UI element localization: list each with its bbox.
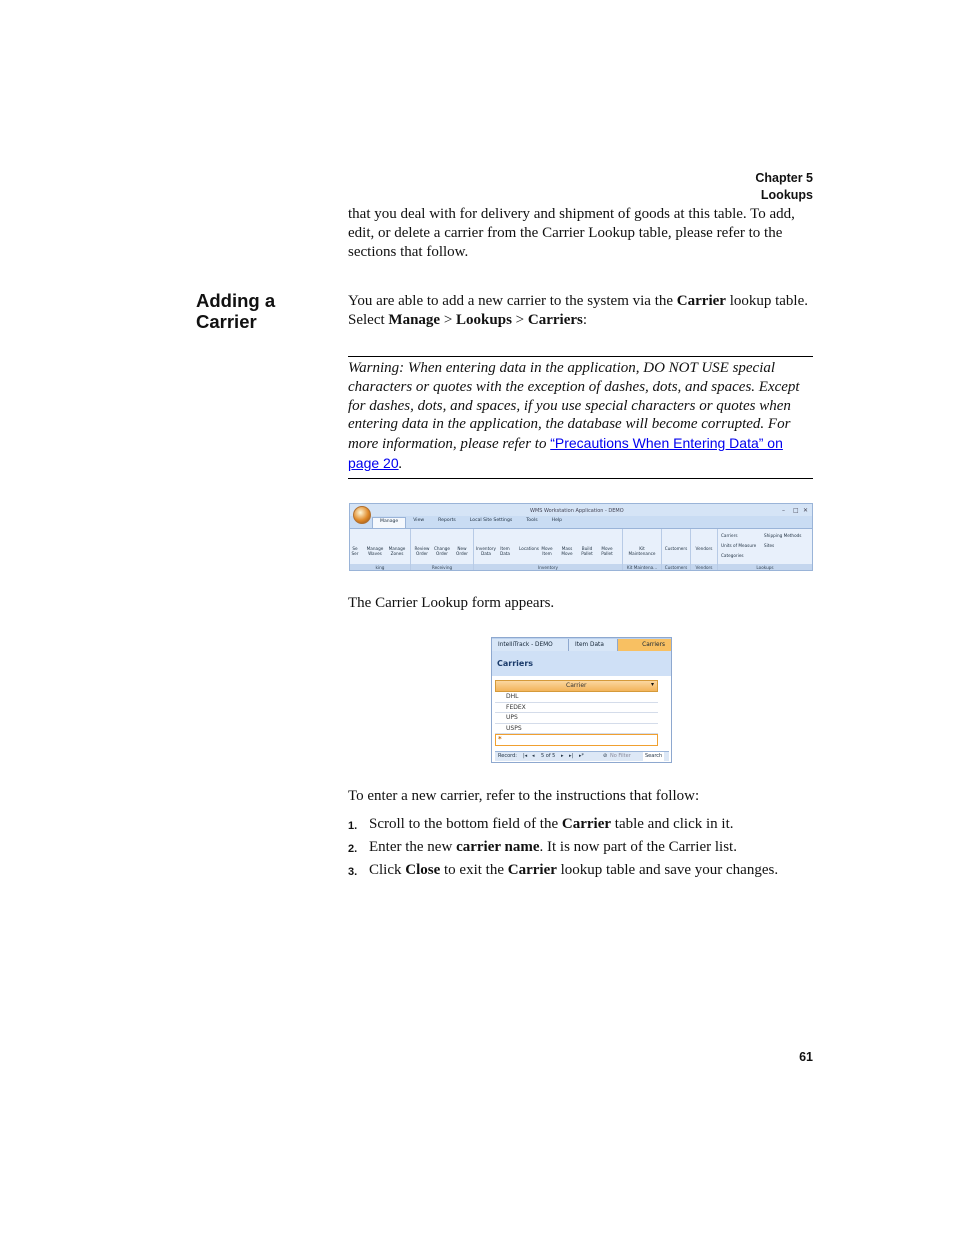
ribbon-button[interactable]: Customers [664,546,688,551]
doc-tab-carriers[interactable]: Carriers [618,639,672,651]
section-heading: Adding a Carrier [196,290,276,332]
ribbon-screenshot [349,503,813,571]
steps-list [348,815,818,884]
last-record-icon[interactable]: ▸| [569,753,574,759]
tab-manage[interactable]: Manage [372,517,406,529]
record-label: Record: [498,753,517,759]
running-header [755,170,813,204]
ribbon-button[interactable]: Manage Waves [366,546,384,556]
section-paragraph: You are able to add a new carrier to the system via the Carrier lookup table. Select Manage > Lookups > Carriers: [348,293,809,328]
ribbon-button[interactable]: Build Pallet [581,546,593,556]
filter-icon[interactable]: ⊘ [603,753,608,759]
group-kit-maintenance: Kit Maintenance Kit Maintena... [623,529,662,571]
form-title: Carriers [497,659,534,668]
new-record-icon[interactable]: ▸* [579,753,585,759]
ribbon-button[interactable]: Se Ser [351,546,359,556]
group-picking: Se Ser Manage Waves Manage Zones king [350,529,411,571]
ribbon-button[interactable]: Move Item [541,546,553,556]
list-item: 1. Scroll to the bottom field of the Carrier table and click in it. [348,816,734,832]
tab-view[interactable]: View [413,518,425,523]
warning-box: Warning: When entering data in the application, DO NOT USE special characters or quotes with the exception of dashes, dots, and spaces. Except for dashes, dots, and spaces, if you use special characters or quotes when entering data in the application, the database will become corrupted. For more information, please refer to “Precautions When Entering Data” on page 20. [348,356,813,479]
window-title: WMS Workstation Application - DEMO [530,508,624,514]
lookup-categories[interactable]: Categories [721,553,744,558]
next-record-icon[interactable]: ▸ [561,753,564,759]
table-row[interactable]: FEDEX [495,703,658,714]
new-record-row[interactable] [495,734,658,746]
intro-paragraph: that you deal with for delivery and shipment of goods at this table. To add, edit, or delete a carrier from the Carrier Lookup table, please refer to the sections that follow. [348,206,795,260]
doc-tab-item-data[interactable]: Item Data [569,639,618,651]
office-orb-icon[interactable] [353,506,371,524]
search-field[interactable]: Search [645,753,663,759]
document-tabs [492,638,671,651]
doc-tab-intellitrack[interactable]: IntelliTrack - DEMO [492,639,569,651]
warning-text: Warning: When entering data in the application, DO NOT USE special characters or quotes with the exception of dashes, dots, and spaces. Except for dashes, dots, and spaces, if you use special characters or quotes when entering data in the application, the database will become corrupted. For more information, please refer to [348,360,800,453]
first-record-icon[interactable]: |◂ [523,753,528,759]
ribbon-button[interactable]: Vendors [695,546,713,551]
tab-tools[interactable]: Tools [526,518,538,523]
ribbon-button[interactable]: Review Order [414,546,430,556]
table-row[interactable]: DHL [495,692,658,703]
page-number: 61 [799,1050,813,1064]
no-filter-button[interactable]: No Filter [610,753,631,759]
tab-help[interactable]: Help [551,518,563,523]
ribbon-button[interactable]: New Order [456,546,468,556]
section-label: Lookups [760,188,813,202]
list-item: 3. Click Close to exit the Carrier lookup table and save your changes. [348,862,779,878]
ribbon-button[interactable]: Inventory Data [475,546,496,556]
steps-intro: To enter a new carrier, refer to the instructions that follow: [348,788,700,804]
table-row[interactable]: USPS [495,724,658,735]
ribbon-button[interactable]: Kit Maintenance [628,546,656,556]
lookup-sites[interactable]: Sites [764,543,775,548]
close-icon[interactable]: ✕ [803,507,809,514]
carrier-grid [495,680,658,746]
previous-record-icon[interactable]: ◂ [532,753,535,759]
new-record-marker: * [498,735,502,743]
group-lookups: Carriers Shipping Methods Units of Measure Sites Categories Lookups [718,529,812,571]
ribbon-body [350,528,812,571]
carrier-lookup-form [491,637,672,763]
group-receiving: Review Order Change Order New Order Receiving [411,529,474,571]
form-caption: The Carrier Lookup form appears. [348,595,555,611]
maximize-icon[interactable]: □ [793,507,799,514]
ribbon-button[interactable]: Mass Move [561,546,573,556]
ribbon-button[interactable]: Change Order [433,546,451,556]
sort-dropdown-icon[interactable]: ▾ [650,681,654,688]
chapter-label: Chapter 5 [755,171,813,185]
ribbon-button[interactable]: Item Data [500,546,510,556]
group-customers: Customers Customers [662,529,691,571]
carrier-column-header[interactable]: Carrier ▾ [495,680,658,692]
group-inventory: Inventory Data Item Data Locations Move Item Mass Move Build Pallet Move Pallet Inventory [474,529,623,571]
lookup-units-of-measure[interactable]: Units of Measure [721,543,757,548]
ribbon-button[interactable]: Locations [519,546,539,551]
group-vendors: Vendors Vendors [691,529,718,571]
list-item: 2. Enter the new carrier name. It is now part of the Carrier list. [348,839,737,855]
record-navigator [495,751,669,761]
precautions-link[interactable]: “Precautions When Entering Data” on page 20 [348,435,783,471]
lookup-carriers[interactable]: Carriers [721,533,738,538]
table-row[interactable]: UPS [495,713,658,724]
ribbon-button[interactable]: Move Pallet [601,546,613,556]
lookup-shipping-methods[interactable]: Shipping Methods [764,533,802,538]
tab-reports[interactable]: Reports [438,518,456,523]
ribbon-titlebar [350,504,812,516]
tab-local-site-settings[interactable]: Local Site Settings [469,518,513,523]
ribbon-button[interactable]: Manage Zones [388,546,406,556]
form-header [492,651,671,676]
minimize-icon[interactable]: – [782,507,785,514]
record-position[interactable]: 5 of 5 [541,753,556,759]
